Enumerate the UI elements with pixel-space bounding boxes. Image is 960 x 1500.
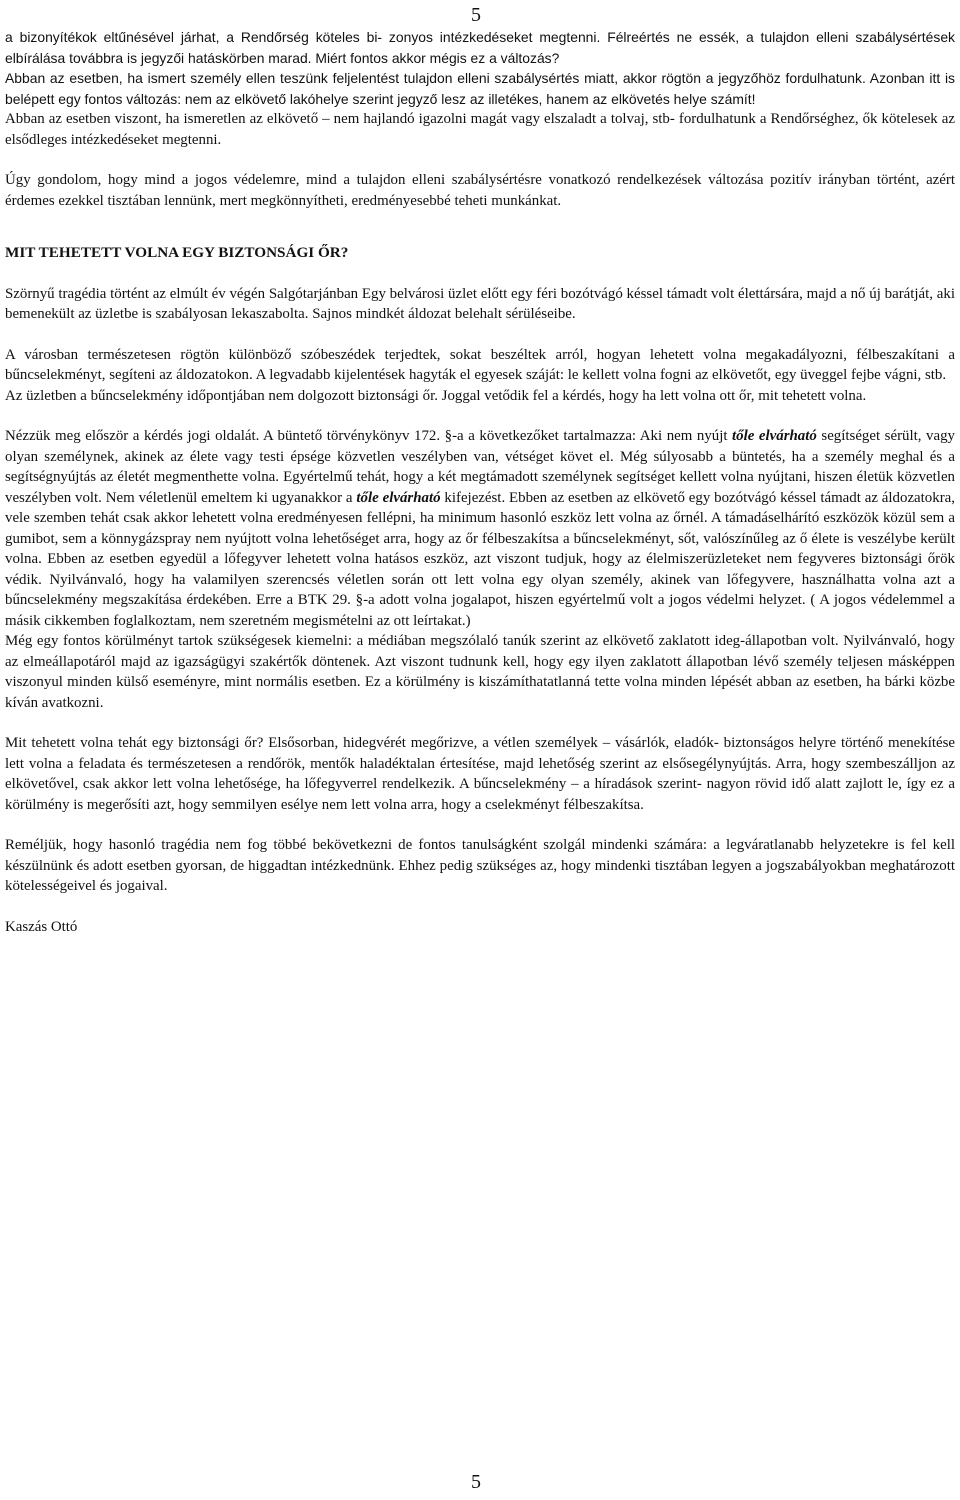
- legal-text-3: kifejezést. Ebben az esetben az elkövető egy bozótvágó késsel támadt az áldozatokra, vele szemben tehát csak akkor lehetett volna eredményesen fellépni, ha minimum hasonló eszköz lett volna az őrnél. A támadáselhárító eszközök közül sem a gumibot, sem a könnygázspray nem nyújtott volna lehetőséget arra, hogy az őr félbeszakítsa a bűncselekményt, sőt, valószínűleg az ő élete is veszélybe került volna. Ebben az esetben egyedül a lőfegyver lehetett volna hatásos eszköz, azt viszont tudjuk, hogy az élelmiszerüzleteket nem fegyveres biztonsági őrök védik. Nyilvánvaló, hogy ha valamilyen szerencsés véletlen során ott lett volna egy olyan személy, akinek van lőfegyvere, használhatta volna azt a bűncselekmény megszakítása érdekében. Erre a BTK 29. §-a adott volna jogalapot, hiszen egyértelmű volt a jogos védelmi helyzet. ( A jogos védelemmel a másik cikkemben foglalkoztam, nem szeretném megismételni az ott leírtakat.): [5, 489, 955, 629]
- section-heading: MIT TEHETETT VOLNA EGY BIZTONSÁGI ŐR?: [5, 244, 349, 261]
- paragraph-legal-aspect: [5, 426, 955, 631]
- page-number-top: 5: [471, 4, 481, 26]
- paragraph-no-guard: Az üzletben a bűncselekmény időpontjában nem dolgozott biztonsági őr. Joggal vetődik fel a kérdés, hogy ha lett volna ott őr, mit tehetett volna.: [5, 387, 867, 404]
- paragraph-tragedy: Szörnyű tragédia történt az elmúlt év végén Salgótarjánban Egy belvárosi üzlet előtt egy féri bozótvágó késsel támadt volt élettársára, majd a nő új barátját, aki bemenekült az üzletbe is szabályosan lekaszabolta. Sajnos mindkét áldozat belehalt sérüléseibe.: [5, 285, 955, 322]
- article-body: [5, 27, 955, 937]
- paragraph-conclusion-self-defense: Úgy gondolom, hogy mind a jogos védelemre, mind a tulajdon elleni szabálysértésre vonatkozó rendelkezések változása pozitív irányban történt, azért érdemes ezekkel tisztában lennünk, mert megkönnyítheti, eredményesebbé teheti munkánkat.: [5, 172, 955, 209]
- legal-text-1: Nézzük meg először a kérdés jogi oldalát. A büntető törvénykönyv 172. §-a a következőket tartalmazza: Aki nem nyújt: [5, 428, 733, 444]
- paragraph-intro: [5, 27, 955, 68]
- paragraph-what-could-guard-do: Mit tehetett volna tehát egy biztonsági őr? Elsősorban, hidegvérét megőrizve, a vétlen személyek – vásárlók, eladók- biztonságos helyre történő menekítése lett volna a feladata és természetesen a rendőrök, mentők haladéktalan értesítése, majd lehetőség szerint az elsősegélynyújtás. Arra, hogy szembeszálljon az elkövetővel, csak akkor lett volna lehetősége, ha lőfegyverrel rendelkezik. A bűncselekmény – a híradások szerint- nagyon rövid idő alatt zajlott le, így ez a körülmény is megerősíti azt, hogy semmilyen esélye nem lett volna arra, hogy a cselekményt félbeszakítsa.: [5, 735, 955, 813]
- paragraph-rumors: A városban természetesen rögtön különböző szóbeszédek terjedtek, sokat beszéltek arról, hogyan lehetett volna megakadályozni, félbeszakítani a bűncselekményt, segíteni az áldozatokon. A legvadabb kijelentések hagyták el egyesek száját: le kellett volna fogni az elkövetőt, egy üveggel fejbe vágni, stb.: [5, 346, 955, 383]
- emphasis-expected: tőle elvárható: [356, 489, 441, 506]
- paragraph-closing: Reméljük, hogy hasonló tragédia nem fog többé bekövetkezni de fontos tanulságként szolgál mindenki számára: a legváratlanabb helyzetekre is fel kell készülnünk és adott esetben gyorsan, de higgadtan intézkednünk. Ehhez pedig szükséges az, hogy mindenki tisztában legyen a jogszabályokban meghatározott kötelességeivel és jogaival.: [5, 837, 955, 894]
- page-number-bottom: 5: [471, 1471, 481, 1493]
- emphasis-expected: tőle elvárható: [732, 428, 817, 444]
- paragraph-mental-state: Még egy fontos körülményt tartok szükségesek kiemelni: a médiában megszólaló tanúk szerint az elkövető zaklatott ideg-állapotban volt. Nyilvánvaló, hogy az elmeállapotáról majd az igazságügyi szakértők döntenek. Azt viszont tudnunk kell, hogy egy ilyen zaklatott állapotban lévő személy teljesen másképpen viszonyul minden külső eseményre, mint normális esetben. Ez a körülmény is kiszámíthatatlanná tette volna minden lépését abban az esetben, ha bárki közbe kíván avatkozni.: [5, 633, 955, 711]
- paragraph-unknown-offender: Abban az esetben viszont, ha ismeretlen az elkövető – nem hajlandó igazolni magát vagy elszaladt a tolvaj, stb- fordulhatunk a Rendőrséghez, ők kötelesek az elsődleges intézkedéseket megtenni.: [5, 111, 955, 148]
- paragraph-intro-text: a bizonyítékok eltűnésével járhat, a Rendőrség köteles bi- zonyos intézkedéseket megtenni. Félreértés ne essék, a tulajdon elleni szabálysértések elbírálása továbbra is jegyzői hatáskörben marad. Miért fontos akkor mégis ez a változás?: [5, 29, 955, 66]
- author-name: Kaszás Ottó: [5, 918, 78, 935]
- legal-text-2: segítséget sérült, vagy olyan személynek, akinek az élete vagy testi épsége közvetlen veszélyben van, vétséget követ el. Még súlyosabb a büntetés, ha a személy meghal és a segítségnyújtás az életét megmenthette volna. Egyértelmű tehát, hogy a két megtámadott személynek segítséget kellett volna nyújtani, hiszen életük közvetlen veszélyben volt. Nem véletlenül emeltem ki ugyanakkor a: [5, 428, 955, 506]
- paragraph-known-offender: Abban az esetben, ha ismert személy ellen teszünk feljelentést tulajdon elleni szabálysértés miatt, akkor rögtön a jegyzőhöz fordulhatunk. Azonban itt is belépett egy fontos változás: nem az elkövető lakóhelye szerint jegyző lesz az illetékes, hanem az elkövetés helye számít!: [5, 70, 955, 107]
